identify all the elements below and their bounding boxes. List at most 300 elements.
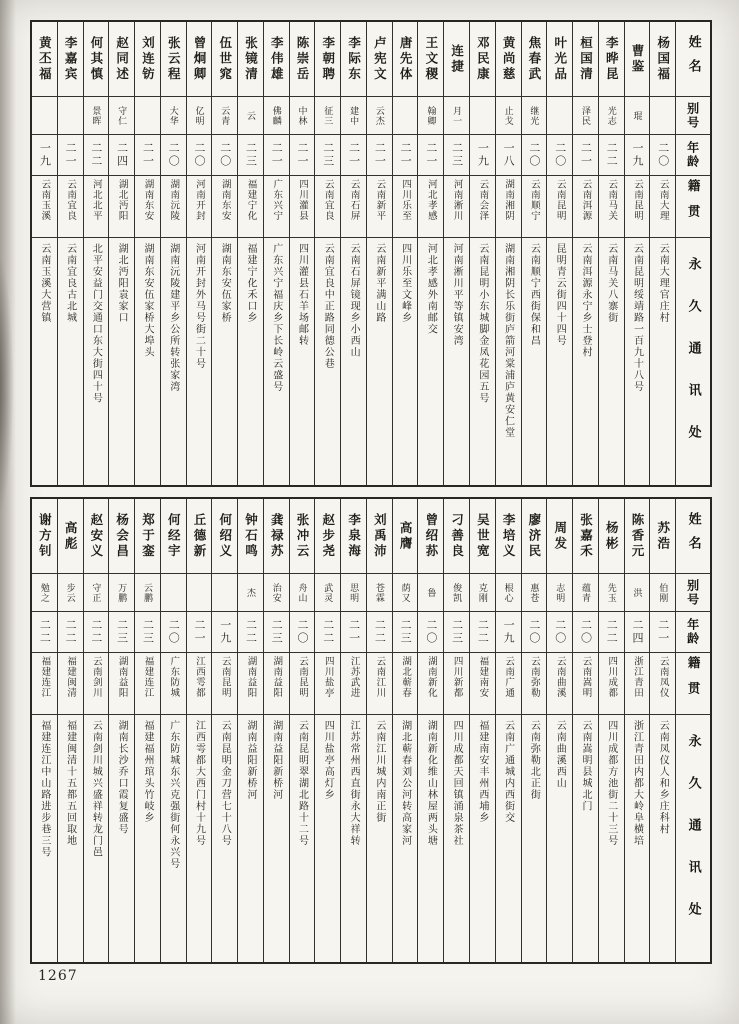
person-name: 丘德新: [187, 499, 212, 574]
person-age: 一九: [625, 135, 650, 176]
person-courtesy-name: 守正: [84, 574, 109, 612]
person-address: 江苏常州西直街永大祥转: [348, 720, 360, 847]
person-column: [650, 499, 676, 962]
person-address: 广东兴宁福庆乡下长岭云盛号: [270, 243, 282, 393]
person-age: 二〇: [522, 612, 547, 653]
person-age: 二〇: [161, 135, 186, 176]
person-age: 二一: [264, 135, 289, 176]
person-age: 二一: [341, 135, 366, 176]
person-native-place: 湖南新化: [418, 653, 443, 715]
person-name: 吴世宽: [470, 499, 495, 574]
person-address: 昆明青云街四十四号: [554, 243, 566, 347]
person-column: [625, 22, 651, 485]
person-courtesy-name: 步云: [58, 574, 83, 612]
person-address: 河北孝感外南邮交: [425, 243, 437, 335]
person-name: 李晔昆: [599, 22, 624, 97]
person-name: 刁善良: [444, 499, 469, 574]
person-column: [367, 22, 393, 485]
person-native-place: 河南开封: [187, 176, 212, 238]
person-column: [32, 22, 58, 485]
person-name: 杨国福: [650, 22, 675, 97]
person-age: 二〇: [547, 612, 572, 653]
person-name: 曾炯卿: [187, 22, 212, 97]
person-address: 北平安益门交通口东大街四十号: [90, 243, 102, 404]
person-address: 云南弥勒北正街: [528, 720, 540, 801]
person-native-place: 广东兴宁: [264, 176, 289, 238]
person-native-place: 湖南益阳: [264, 653, 289, 715]
person-column: [367, 499, 393, 962]
person-courtesy-name: 继光: [522, 97, 547, 135]
header-name: 姓名: [676, 499, 710, 574]
person-courtesy-name: 景晖: [84, 97, 109, 135]
person-courtesy-name: 止戈: [496, 97, 521, 135]
person-column: [341, 22, 367, 485]
person-column: [573, 22, 599, 485]
person-column: [109, 22, 135, 485]
person-column: [212, 22, 238, 485]
person-age: 二三: [238, 135, 263, 176]
person-address: 福建连江中山路进步巷三号: [38, 720, 50, 858]
header-column: [676, 499, 710, 962]
person-address: 云南昆明小东城脚金凤花园五号: [476, 243, 488, 404]
person-column: [290, 499, 316, 962]
person-courtesy-name: 志明: [547, 574, 572, 612]
person-address: 云南江川城内南正街: [373, 720, 385, 824]
person-name: 王文稷: [418, 22, 443, 97]
person-column: [393, 22, 419, 485]
person-address: 福建南安丰州西埔乡: [476, 720, 488, 824]
person-name: 唐先体: [393, 22, 418, 97]
person-courtesy-name: 征三: [315, 97, 340, 135]
person-native-place: 云南宜良: [58, 176, 83, 238]
person-courtesy-name: 翰卿: [418, 97, 443, 135]
person-name: 何其慎: [84, 22, 109, 97]
roster-table-bottom: [30, 497, 712, 964]
person-native-place: 福建宁化: [238, 176, 263, 238]
person-native-place: 云南玉溪: [32, 176, 57, 238]
person-native-place: 湖南东安: [135, 176, 160, 238]
person-age: 二三: [444, 135, 469, 176]
person-courtesy-name: 守仁: [109, 97, 134, 135]
person-native-place: 云南马关: [599, 176, 624, 238]
person-column: [238, 499, 264, 962]
person-age: 一八: [496, 135, 521, 176]
person-name: 伍世窕: [212, 22, 237, 97]
person-column: [84, 499, 110, 962]
person-address: 福建福州琯头竹岐乡: [141, 720, 153, 824]
person-address: 河南淅川平等镇安湾: [451, 243, 463, 347]
person-age: 二〇: [212, 135, 237, 176]
person-name: 刘连钫: [135, 22, 160, 97]
person-native-place: 云南凤仪: [650, 653, 675, 715]
person-column: [650, 22, 676, 485]
person-column: [238, 22, 264, 485]
header-name: 姓名: [676, 22, 710, 97]
person-name: 苏浩: [650, 499, 675, 574]
person-name: 高彪: [58, 499, 83, 574]
person-age: 二三: [264, 612, 289, 653]
person-address: 四川灌县石羊场邮转: [296, 243, 308, 347]
person-name: 高膺: [393, 499, 418, 574]
person-name: 龚禄苏: [264, 499, 289, 574]
person-column: [573, 499, 599, 962]
person-name: 赵安义: [84, 499, 109, 574]
person-address: 四川成都方池街二十三号: [605, 720, 617, 847]
person-age: 二二: [238, 612, 263, 653]
person-courtesy-name: 苍霖: [367, 574, 392, 612]
person-courtesy-name: [187, 574, 212, 612]
person-address: 云南大理官庄村: [657, 243, 669, 324]
person-column: [58, 499, 84, 962]
person-column: [135, 499, 161, 962]
person-address: 云南洱源永宁乡士登村: [579, 243, 591, 358]
person-column: [58, 22, 84, 485]
person-column: [393, 499, 419, 962]
person-native-place: 云南会泽: [470, 176, 495, 238]
person-age: 二二: [599, 135, 624, 176]
person-address: 湖南新化维山林屋两头塘: [425, 720, 437, 847]
person-age: 二一: [341, 612, 366, 653]
person-address: 湖南东安伍家桥大埠头: [141, 243, 153, 358]
person-address: 湖北沔阳袁家口: [116, 243, 128, 324]
person-column: [187, 22, 213, 485]
person-native-place: 湖南益阳: [109, 653, 134, 715]
person-age: 二二: [58, 612, 83, 653]
person-native-place: 云南洱源: [573, 176, 598, 238]
header-native-place: 籍贯: [676, 176, 710, 238]
person-age: 一九: [470, 135, 495, 176]
person-age: 二二: [315, 612, 340, 653]
person-courtesy-name: 中林: [290, 97, 315, 135]
person-column: [418, 499, 444, 962]
person-age: 二三: [135, 612, 160, 653]
person-courtesy-name: 勉之: [32, 574, 57, 612]
person-courtesy-name: 根心: [496, 574, 521, 612]
person-age: 二三: [393, 612, 418, 653]
person-courtesy-name: 舟山: [290, 574, 315, 612]
person-age: 二一: [290, 135, 315, 176]
person-courtesy-name: 琨: [625, 97, 650, 135]
person-age: 二二: [84, 135, 109, 176]
person-courtesy-name: 鲁: [418, 574, 443, 612]
person-courtesy-name: 洪: [625, 574, 650, 612]
person-column: [84, 22, 110, 485]
person-courtesy-name: [547, 97, 572, 135]
person-column: [161, 22, 187, 485]
person-courtesy-name: 惠苍: [522, 574, 547, 612]
person-address: 云南马关八寨街: [605, 243, 617, 324]
person-native-place: 浙江青田: [625, 653, 650, 715]
person-address: 河南开封外马号街二十号: [193, 243, 205, 370]
person-courtesy-name: 先玉: [599, 574, 624, 612]
person-name: 黄丕福: [32, 22, 57, 97]
person-address: 云南玉溪大营镇: [38, 243, 50, 324]
person-name: 杨会昌: [109, 499, 134, 574]
person-age: 二〇: [522, 135, 547, 176]
person-native-place: 云南大理: [650, 176, 675, 238]
person-native-place: 云南曲溪: [547, 653, 572, 715]
person-age: 一九: [212, 612, 237, 653]
header-age: 年龄: [676, 612, 710, 653]
person-native-place: 湖南湘阴: [496, 176, 521, 238]
person-native-place: 云南新平: [367, 176, 392, 238]
person-native-place: 湖南东安: [212, 176, 237, 238]
person-address: 浙江青田内都大岭阜横培: [631, 720, 643, 847]
person-name: 郑于銮: [135, 499, 160, 574]
person-native-place: 四川成都: [599, 653, 624, 715]
person-address: 云南宜良古北城: [64, 243, 76, 324]
person-column: [187, 499, 213, 962]
person-age: 二〇: [161, 612, 186, 653]
person-courtesy-name: 泽民: [573, 97, 598, 135]
person-name: 连捷: [444, 22, 469, 97]
person-name: 张镜清: [238, 22, 263, 97]
person-column: [341, 499, 367, 962]
person-age: 二二: [367, 612, 392, 653]
person-age: 二〇: [573, 612, 598, 653]
person-native-place: 河北北平: [84, 176, 109, 238]
person-courtesy-name: 亿明: [187, 97, 212, 135]
person-native-place: 云南广通: [496, 653, 521, 715]
person-age: 二一: [367, 135, 392, 176]
person-address: 云南广通城内西街交: [502, 720, 514, 824]
person-native-place: 四川灌县: [290, 176, 315, 238]
person-courtesy-name: 克刚: [470, 574, 495, 612]
person-age: 二〇: [290, 612, 315, 653]
person-column: [599, 22, 625, 485]
person-native-place: 福建南安: [470, 653, 495, 715]
person-column: [547, 499, 573, 962]
person-column: [625, 499, 651, 962]
person-name: 周发: [547, 499, 572, 574]
person-column: [496, 22, 522, 485]
person-address: 云南剑川城兴盛祥转龙门邑: [90, 720, 102, 858]
person-column: [599, 499, 625, 962]
person-courtesy-name: 万鹏: [109, 574, 134, 612]
person-courtesy-name: 治安: [264, 574, 289, 612]
person-name: 何经宇: [161, 499, 186, 574]
person-column: [315, 499, 341, 962]
person-name: 李朝聘: [315, 22, 340, 97]
person-age: 二二: [32, 612, 57, 653]
person-courtesy-name: 建中: [341, 97, 366, 135]
person-age: 一九: [32, 135, 57, 176]
person-name: 谢方钊: [32, 499, 57, 574]
person-column: [470, 499, 496, 962]
person-native-place: 河北孝感: [418, 176, 443, 238]
person-address: 湖北蕲春刘公河转高家河: [399, 720, 411, 847]
person-column: [32, 499, 58, 962]
person-native-place: 云南江川: [367, 653, 392, 715]
person-courtesy-name: 伯刚: [650, 574, 675, 612]
header-age: 年龄: [676, 135, 710, 176]
person-name: 黄尚慈: [496, 22, 521, 97]
person-column: [444, 22, 470, 485]
person-age: 二〇: [650, 135, 675, 176]
person-address: 湖南东安伍家桥: [219, 243, 231, 324]
page-number: 1267: [38, 968, 78, 984]
person-address: 云南新平满山路: [373, 243, 385, 324]
person-address: 云南昆明金刀营七十八号: [219, 720, 231, 847]
person-courtesy-name: 武灵: [315, 574, 340, 612]
person-name: 李培义: [496, 499, 521, 574]
person-courtesy-name: 杰: [238, 574, 263, 612]
person-age: 二一: [418, 135, 443, 176]
person-courtesy-name: 光志: [599, 97, 624, 135]
person-native-place: 云南昆明: [547, 176, 572, 238]
person-courtesy-name: [135, 97, 160, 135]
person-age: 二〇: [418, 612, 443, 653]
person-address: 四川成都天回镇涌泉茶社: [451, 720, 463, 847]
person-column: [212, 499, 238, 962]
person-age: 二三: [444, 612, 469, 653]
person-column: [315, 22, 341, 485]
person-courtesy-name: [161, 574, 186, 612]
header-courtesy-name: 别号: [676, 97, 710, 135]
person-native-place: 云南顺宁: [522, 176, 547, 238]
person-name: 杨彬: [599, 499, 624, 574]
person-column: [496, 499, 522, 962]
person-courtesy-name: [58, 97, 83, 135]
person-column: [109, 499, 135, 962]
person-courtesy-name: 云: [238, 97, 263, 135]
person-column: [522, 499, 548, 962]
person-name: 张嘉禾: [573, 499, 598, 574]
person-address: 湖南长沙乔口霞复盛号: [116, 720, 128, 835]
person-address: 云南曲溪西山: [554, 720, 566, 789]
person-native-place: 云南昆明: [290, 653, 315, 715]
person-name: 焦春武: [522, 22, 547, 97]
person-native-place: 河南淅川: [444, 176, 469, 238]
person-age: 二一: [187, 612, 212, 653]
person-native-place: 云南昆明: [212, 653, 237, 715]
person-native-place: 四川盐亭: [315, 653, 340, 715]
person-address: 湖南益阳新桥河: [245, 720, 256, 801]
person-name: 赵同述: [109, 22, 134, 97]
person-address: 云南昆明翠湖北路十二号: [296, 720, 308, 847]
person-column: [470, 22, 496, 485]
person-native-place: 云南嵩明: [573, 653, 598, 715]
person-courtesy-name: [470, 97, 495, 135]
person-age: 二三: [315, 135, 340, 176]
person-native-place: 四川乐至: [393, 176, 418, 238]
person-age: 二一: [135, 135, 160, 176]
person-age: 二一: [393, 135, 418, 176]
person-name: 陈香元: [625, 499, 650, 574]
person-native-place: 江苏武进: [341, 653, 366, 715]
scan-edge-artifact: [0, 250, 14, 520]
person-courtesy-name: 大华: [161, 97, 186, 135]
scan-edge-shadow: [0, 0, 16, 1024]
person-courtesy-name: 月一: [444, 97, 469, 135]
person-native-place: 湖南沅陵: [161, 176, 186, 238]
person-courtesy-name: [32, 97, 57, 135]
person-name: 叶光品: [547, 22, 572, 97]
header-address: 永久通讯处: [685, 256, 701, 467]
person-age: 二二: [84, 612, 109, 653]
person-courtesy-name: 思明: [341, 574, 366, 612]
person-courtesy-name: 云杰: [367, 97, 392, 135]
person-courtesy-name: [212, 574, 237, 612]
header-address: 永久通讯处: [685, 733, 701, 944]
person-name: 桓国清: [573, 22, 598, 97]
person-address: 湖南沅陵建平乡公所转张家湾: [167, 243, 179, 393]
person-address: 云南顺宁西街保和昌: [528, 243, 540, 347]
person-age: 二〇: [187, 135, 212, 176]
person-name: 何绍义: [212, 499, 237, 574]
person-name: 钟石鸣: [238, 499, 263, 574]
person-native-place: 云南弥勒: [522, 653, 547, 715]
person-native-place: 福建连江: [135, 653, 160, 715]
person-courtesy-name: 蕴青: [573, 574, 598, 612]
roster-table-top: [30, 20, 712, 487]
person-native-place: 云南剑川: [84, 653, 109, 715]
person-courtesy-name: 云鹏: [135, 574, 160, 612]
person-native-place: 云南宜良: [315, 176, 340, 238]
person-courtesy-name: 俊凯: [444, 574, 469, 612]
person-column: [161, 499, 187, 962]
person-native-place: 广东防城: [161, 653, 186, 715]
person-name: 廖济民: [522, 499, 547, 574]
header-courtesy-name: 别号: [676, 574, 710, 612]
person-name: 李泉海: [341, 499, 366, 574]
person-name: 曾绍荪: [418, 499, 443, 574]
person-address: 云南宜良中正路同德公巷: [322, 243, 334, 370]
person-name: 李嘉宾: [58, 22, 83, 97]
person-name: 张冲云: [290, 499, 315, 574]
person-column: [522, 22, 548, 485]
person-native-place: 江西雩都: [187, 653, 212, 715]
person-column: [547, 22, 573, 485]
person-courtesy-name: 云青: [212, 97, 237, 135]
person-courtesy-name: 佛麟: [264, 97, 289, 135]
person-address: 四川乐至文峰乡: [399, 243, 411, 324]
person-native-place: 湖南益阳: [238, 653, 263, 715]
person-native-place: 福建连江: [32, 653, 57, 715]
person-age: 二三: [109, 612, 134, 653]
person-native-place: 云南石屏: [341, 176, 366, 238]
person-age: 二一: [573, 135, 598, 176]
person-age: 二一: [58, 135, 83, 176]
person-address: 四川盐亭高灯乡: [322, 720, 334, 801]
person-name: 曹鉴: [625, 22, 650, 97]
person-age: 一九: [496, 612, 521, 653]
person-name: 张云程: [161, 22, 186, 97]
person-age: 二一: [650, 612, 675, 653]
header-column: [676, 22, 710, 485]
person-age: 二二: [599, 612, 624, 653]
person-age: 二四: [109, 135, 134, 176]
person-column: [264, 499, 290, 962]
person-address: 福建闽清十五都五回取地: [64, 720, 76, 847]
person-name: 李际东: [341, 22, 366, 97]
person-address: 江西雩都大西门村十九号: [193, 720, 205, 847]
person-name: 邓民康: [470, 22, 495, 97]
person-native-place: 云南昆明: [625, 176, 650, 238]
person-age: 二四: [625, 612, 650, 653]
person-native-place: 湖北蕲春: [393, 653, 418, 715]
person-courtesy-name: [393, 97, 418, 135]
person-age: 二二: [470, 612, 495, 653]
person-address: 云南石屏镜现乡小西山: [348, 243, 360, 358]
header-native-place: 籍贯: [676, 653, 710, 715]
person-name: 卢宪文: [367, 22, 392, 97]
person-native-place: 福建闽清: [58, 653, 83, 715]
person-column: [418, 22, 444, 485]
person-address: 湖南湘阴长乐街庐箭河棠浦庐黄安仁堂: [502, 243, 514, 439]
person-column: [264, 22, 290, 485]
person-address: 湖南益阳新桥河: [270, 720, 282, 801]
